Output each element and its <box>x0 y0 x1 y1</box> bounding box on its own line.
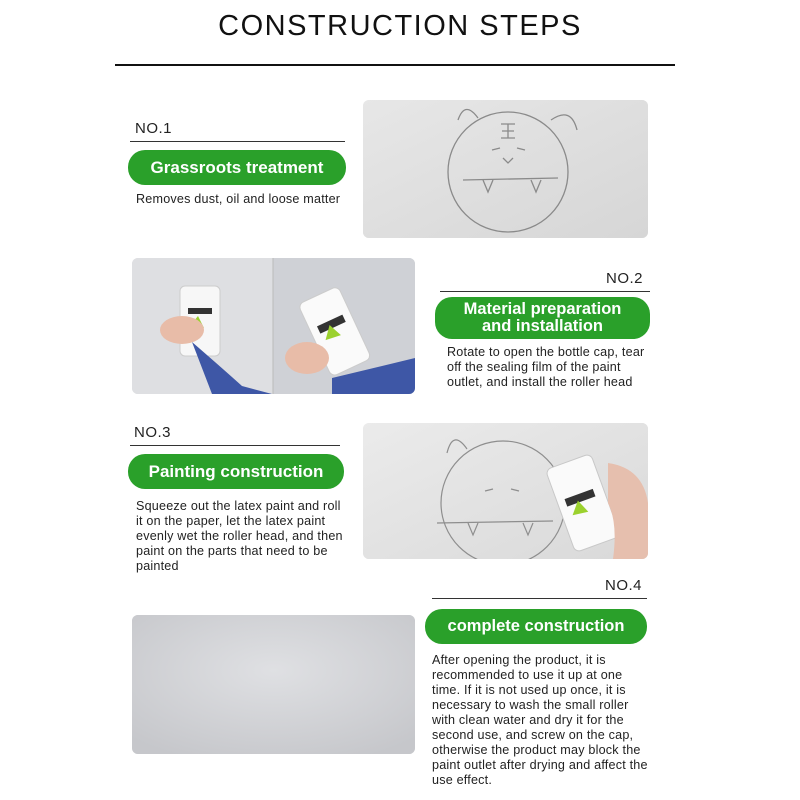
step-2-photo <box>132 258 415 394</box>
step-2-title-line2: and installation <box>481 317 603 335</box>
step-4-title: complete construction <box>425 609 647 644</box>
step-2-title-line1: Material preparation <box>463 299 622 318</box>
step-2-number: NO.2 <box>606 270 644 287</box>
product-in-hands-image <box>132 258 415 394</box>
page-title: CONSTRUCTION STEPS <box>218 10 582 42</box>
step-3-number: NO.3 <box>134 424 172 441</box>
step-4-divider <box>432 598 647 599</box>
step-2-divider <box>440 291 650 292</box>
step-2-title <box>435 297 650 339</box>
step-2-description: Rotate to open the bottle cap, tear off the sealing film of the paint outlet, and install the roller head <box>447 345 645 389</box>
title-divider <box>115 64 675 66</box>
step-3-divider <box>130 445 340 446</box>
step-1-description: Removes dust, oil and loose matter <box>136 192 341 206</box>
sketch-drawing <box>363 100 648 238</box>
step-1-title: Grassroots treatment <box>128 150 346 185</box>
painted-wall-image <box>132 615 415 754</box>
painting-sketch-image <box>363 423 648 559</box>
step-4-description: After opening the product, it is recommended to use it up at one time. If it is not used up once, it is necessary to wash the small roller with clean water and dry it for the second use, and screw on the cap, otherwise the product may block the paint outlet after drying and affect the use effect. <box>432 653 648 787</box>
step-3-title: Painting construction <box>128 454 344 489</box>
step-1-photo <box>363 100 648 238</box>
step-1-divider <box>130 141 345 142</box>
step-4-photo <box>132 615 415 754</box>
step-1-number: NO.1 <box>135 120 173 137</box>
step-3-description: Squeeze out the latex paint and roll it on the paper, let the latex paint evenly wet the roller head, and then paint on the parts that need to be painted <box>136 499 343 573</box>
step-3-photo <box>363 423 648 559</box>
step-4-number: NO.4 <box>605 577 643 594</box>
